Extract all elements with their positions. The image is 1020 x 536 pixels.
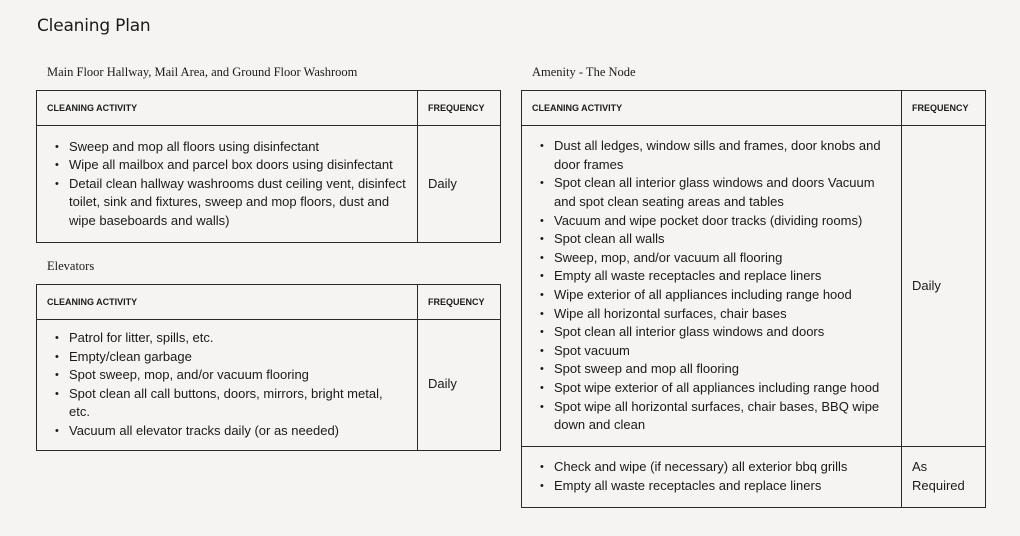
activity-item: • Check and wipe (if necessary) all exterior bbq grills — [554, 458, 891, 477]
page-title: Cleaning Plan — [37, 16, 151, 36]
activity-item: • Wipe all mailbox and parcel box doors using disinfectant — [69, 156, 407, 175]
activity-item: • Vacuum all elevator tracks daily (or as needed) — [69, 422, 407, 441]
activity-item: • Dust all ledges, window sills and frames, door knobs and door frames — [554, 137, 891, 174]
section-title-amenity: Amenity - The Node — [532, 65, 636, 79]
activity-column-header: CLEANING ACTIVITY — [37, 285, 418, 320]
frequency-column-header: FREQUENCY — [418, 91, 501, 126]
activity-item: • Spot wipe exterior of all appliances including range hood — [554, 379, 891, 398]
activity-item: • Sweep and mop all floors using disinfectant — [69, 138, 407, 157]
activity-item: • Spot sweep and mop all flooring — [554, 360, 891, 379]
activity-item: • Empty/clean garbage — [69, 348, 407, 367]
frequency-cell: Daily — [418, 320, 501, 451]
table-header-row — [522, 91, 986, 126]
table-header-row — [37, 91, 501, 126]
table-row — [37, 126, 501, 243]
main-floor-table — [36, 90, 501, 243]
frequency-cell: Daily — [902, 126, 986, 447]
activity-item: • Spot wipe all horizontal surfaces, chair bases, BBQ wipe down and clean — [554, 398, 891, 435]
section-title-main-floor: Main Floor Hallway, Mail Area, and Ground Floor Washroom — [47, 65, 358, 79]
table-row — [37, 320, 501, 451]
frequency-column-header: FREQUENCY — [418, 285, 501, 320]
section-title-elevators: Elevators — [47, 259, 95, 273]
activity-column-header: CLEANING ACTIVITY — [37, 91, 418, 126]
activity-cell — [522, 447, 902, 508]
activity-cell — [37, 320, 418, 451]
activity-list — [47, 329, 407, 441]
activity-cell — [37, 126, 418, 243]
activity-cell — [522, 126, 902, 447]
activity-item: • Empty all waste receptacles and replace liners — [554, 267, 891, 286]
activity-item: • Vacuum and wipe pocket door tracks (dividing rooms) — [554, 212, 891, 231]
activity-item: • Detail clean hallway washrooms dust ceiling vent, disinfect toilet, sink and fixtures, sweep and mop floors, dust and wipe baseboards and walls) — [69, 175, 407, 231]
frequency-cell — [902, 447, 986, 508]
activity-list — [532, 137, 891, 435]
frequency-column-header: FREQUENCY — [902, 91, 986, 126]
activity-item: • Spot clean all interior glass windows and doors — [554, 323, 891, 342]
table-row — [522, 447, 986, 508]
frequency-value: As Required — [912, 459, 965, 493]
activity-item: • Spot clean all interior glass windows and doors Vacuum and spot clean seating areas and tables — [554, 174, 891, 211]
frequency-cell: Daily — [418, 126, 501, 243]
activity-item: • Spot clean all call buttons, doors, mirrors, bright metal, etc. — [69, 385, 407, 422]
elevators-table — [36, 284, 501, 451]
activity-item: • Spot vacuum — [554, 342, 891, 361]
table-row — [522, 126, 986, 447]
activity-item: • Patrol for litter, spills, etc. — [69, 329, 407, 348]
activity-list — [532, 458, 891, 495]
activity-item: • Wipe all horizontal surfaces, chair bases — [554, 305, 891, 324]
activity-item: • Sweep, mop, and/or vacuum all flooring — [554, 249, 891, 268]
activity-item: • Spot sweep, mop, and/or vacuum flooring — [69, 366, 407, 385]
activity-list — [47, 138, 407, 231]
table-header-row — [37, 285, 501, 320]
amenity-table — [521, 90, 986, 508]
activity-item: • Empty all waste receptacles and replace liners — [554, 477, 891, 496]
activity-item: • Spot clean all walls — [554, 230, 891, 249]
activity-column-header: CLEANING ACTIVITY — [522, 91, 902, 126]
activity-item: • Wipe exterior of all appliances including range hood — [554, 286, 891, 305]
